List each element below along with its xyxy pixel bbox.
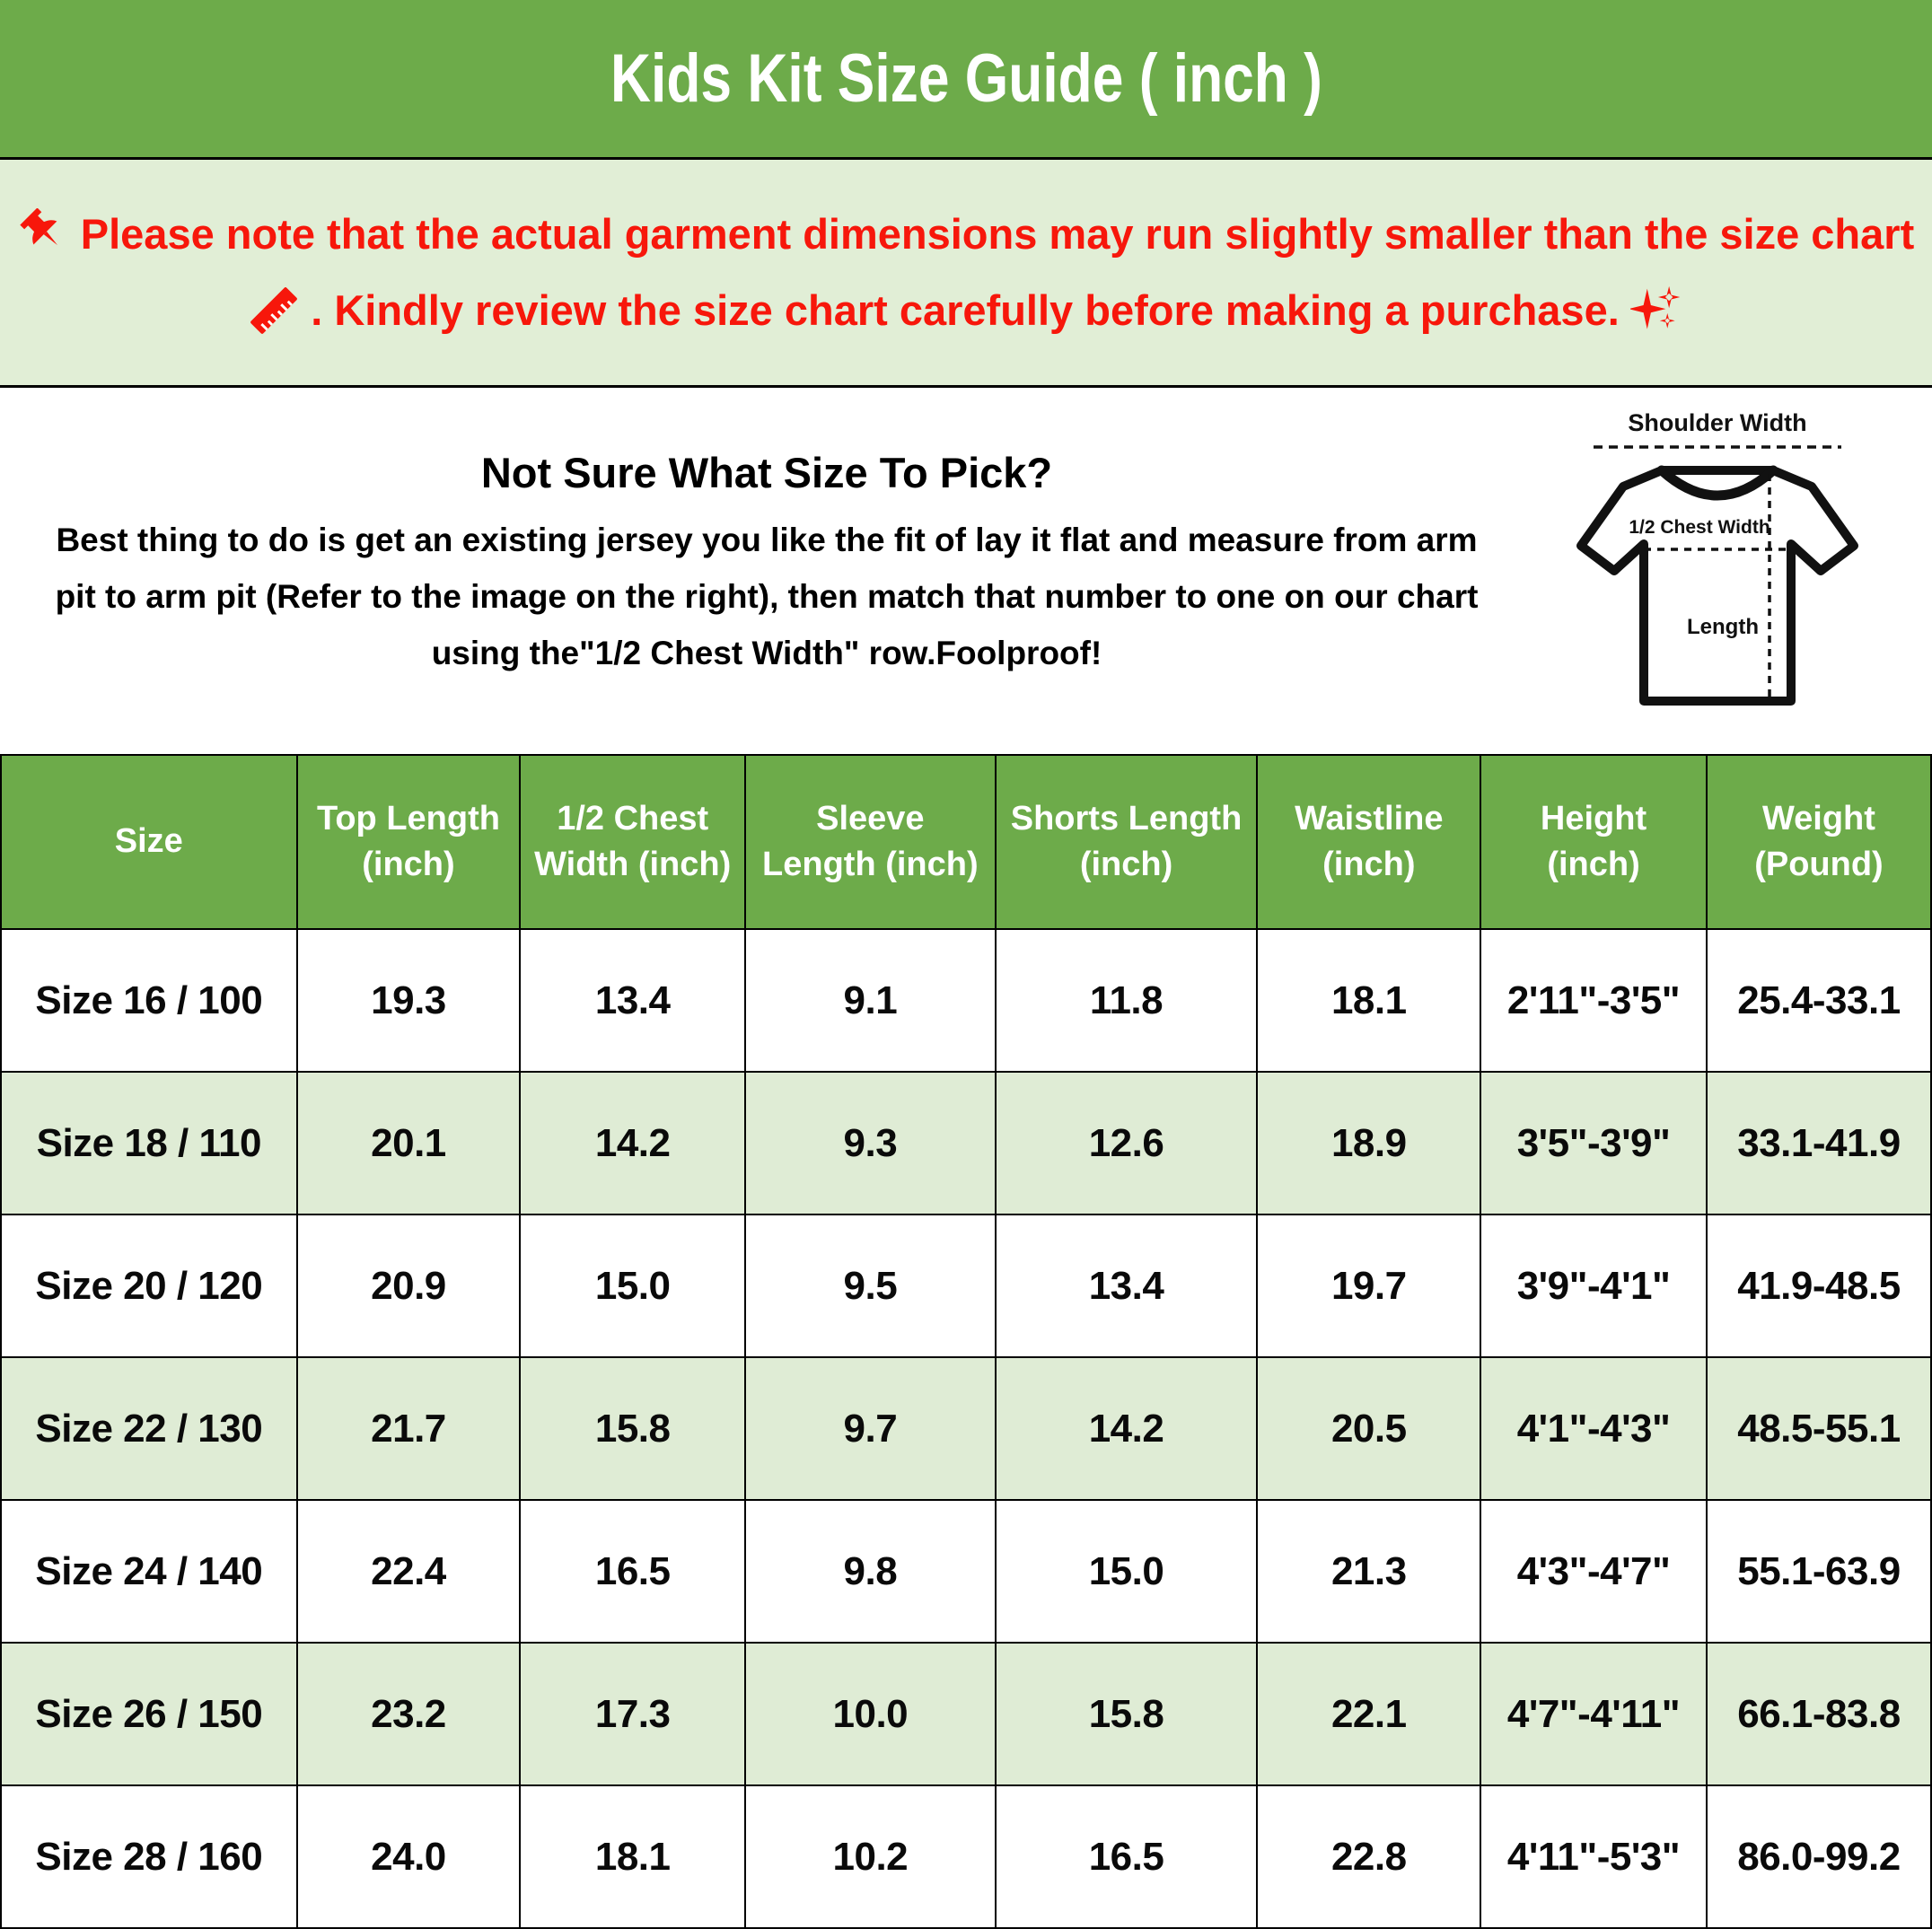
cell-value: 13.4 [520, 929, 745, 1072]
table-header-row [1, 755, 1931, 929]
notice-text-1: Please note that the actual garment dimensions may run slightly smaller than the size chart [80, 210, 1915, 258]
cell-value: 2'11"-3'5" [1480, 929, 1707, 1072]
cell-value: 55.1-63.9 [1707, 1500, 1931, 1643]
cell-value: 23.2 [297, 1643, 521, 1785]
guide-text-block [0, 448, 1533, 694]
guide-line-2: pit to arm pit (Refer to the image on the right), then match that number to one on our chart [55, 578, 1479, 615]
column-header-shorts-length: Shorts Length (inch) [996, 755, 1258, 929]
cell-value: 16.5 [520, 1500, 745, 1643]
cell-value: 18.1 [1257, 929, 1480, 1072]
page-title: Kids Kit Size Guide ( inch ) [610, 40, 1322, 117]
cell-size: Size 24 / 140 [1, 1500, 297, 1643]
notice-line-2 [248, 284, 1684, 338]
cell-value: 19.3 [297, 929, 521, 1072]
column-header-waistline: Waistline (inch) [1257, 755, 1480, 929]
cell-value: 15.0 [996, 1500, 1258, 1643]
size-table [0, 754, 1932, 1929]
length-label: Length [1687, 615, 1759, 639]
cell-value: 3'5"-3'9" [1480, 1072, 1707, 1214]
cell-value: 9.8 [745, 1500, 996, 1643]
notice-text-2: . Kindly review the size chart carefully before making a purchase. [311, 286, 1620, 334]
column-header-weight: Weight (Pound) [1707, 755, 1931, 929]
table-row [1, 1357, 1931, 1500]
notice-line-1 [18, 208, 1914, 260]
table-row [1, 1500, 1931, 1643]
cell-value: 14.2 [520, 1072, 745, 1214]
cell-value: 48.5-55.1 [1707, 1357, 1931, 1500]
cell-value: 18.1 [520, 1785, 745, 1928]
cell-size: Size 20 / 120 [1, 1214, 297, 1357]
guide-heading: Not Sure What Size To Pick? [480, 449, 1053, 496]
cell-value: 15.8 [520, 1357, 745, 1500]
title-bar [0, 0, 1932, 160]
chest-width-label: 1/2 Chest Width [1629, 517, 1770, 538]
cell-value: 66.1-83.8 [1707, 1643, 1931, 1785]
cell-size: Size 18 / 110 [1, 1072, 297, 1214]
cell-value: 15.8 [996, 1643, 1258, 1785]
cell-value: 25.4-33.1 [1707, 929, 1931, 1072]
cell-value: 20.9 [297, 1214, 521, 1357]
column-header-chest-width: 1/2 Chest Width (inch) [520, 755, 745, 929]
guide-section [0, 388, 1932, 754]
table-row [1, 1072, 1931, 1214]
guide-line-3: using the"1/2 Chest Width" row.Foolproof! [431, 635, 1102, 671]
cell-value: 41.9-48.5 [1707, 1214, 1931, 1357]
sparkles-icon [1630, 284, 1684, 338]
cell-size: Size 26 / 150 [1, 1643, 297, 1785]
cell-value: 21.3 [1257, 1500, 1480, 1643]
cell-value: 10.2 [745, 1785, 996, 1928]
cell-value: 9.7 [745, 1357, 996, 1500]
cell-value: 24.0 [297, 1785, 521, 1928]
table-row [1, 1785, 1931, 1928]
column-header-top-length: Top Length (inch) [297, 755, 521, 929]
cell-value: 19.7 [1257, 1214, 1480, 1357]
tshirt-diagram [1533, 400, 1932, 741]
cell-value: 16.5 [996, 1785, 1258, 1928]
cell-value: 20.1 [297, 1072, 521, 1214]
cell-value: 15.0 [520, 1214, 745, 1357]
table-row [1, 1643, 1931, 1785]
column-header-sleeve-length: Sleeve Length (inch) [745, 755, 996, 929]
cell-value: 22.1 [1257, 1643, 1480, 1785]
notice-banner [0, 160, 1932, 388]
cell-value: 86.0-99.2 [1707, 1785, 1931, 1928]
cell-value: 9.5 [745, 1214, 996, 1357]
cell-value: 14.2 [996, 1357, 1258, 1500]
cell-size: Size 22 / 130 [1, 1357, 297, 1500]
cell-value: 4'3"-4'7" [1480, 1500, 1707, 1643]
cell-value: 20.5 [1257, 1357, 1480, 1500]
column-header-height: Height (inch) [1480, 755, 1707, 929]
cell-value: 13.4 [996, 1214, 1258, 1357]
ruler-icon [248, 285, 300, 337]
cell-value: 18.9 [1257, 1072, 1480, 1214]
cell-value: 17.3 [520, 1643, 745, 1785]
cell-value: 4'7"-4'11" [1480, 1643, 1707, 1785]
pushpin-icon [18, 208, 70, 260]
cell-size: Size 28 / 160 [1, 1785, 297, 1928]
cell-value: 22.8 [1257, 1785, 1480, 1928]
cell-value: 4'11"-5'3" [1480, 1785, 1707, 1928]
cell-value: 9.3 [745, 1072, 996, 1214]
cell-value: 3'9"-4'1" [1480, 1214, 1707, 1357]
table-row [1, 929, 1931, 1072]
cell-size: Size 16 / 100 [1, 929, 297, 1072]
table-row [1, 1214, 1931, 1357]
cell-value: 9.1 [745, 929, 996, 1072]
shoulder-width-label: Shoulder Width [1628, 409, 1807, 436]
cell-value: 12.6 [996, 1072, 1258, 1214]
cell-value: 11.8 [996, 929, 1258, 1072]
cell-value: 21.7 [297, 1357, 521, 1500]
cell-value: 4'1"-4'3" [1480, 1357, 1707, 1500]
cell-value: 22.4 [297, 1500, 521, 1643]
guide-line-1: Best thing to do is get an existing jersey you like the fit of lay it flat and measure from arm [56, 522, 1478, 558]
cell-value: 10.0 [745, 1643, 996, 1785]
column-header-size: Size [1, 755, 297, 929]
cell-value: 33.1-41.9 [1707, 1072, 1931, 1214]
